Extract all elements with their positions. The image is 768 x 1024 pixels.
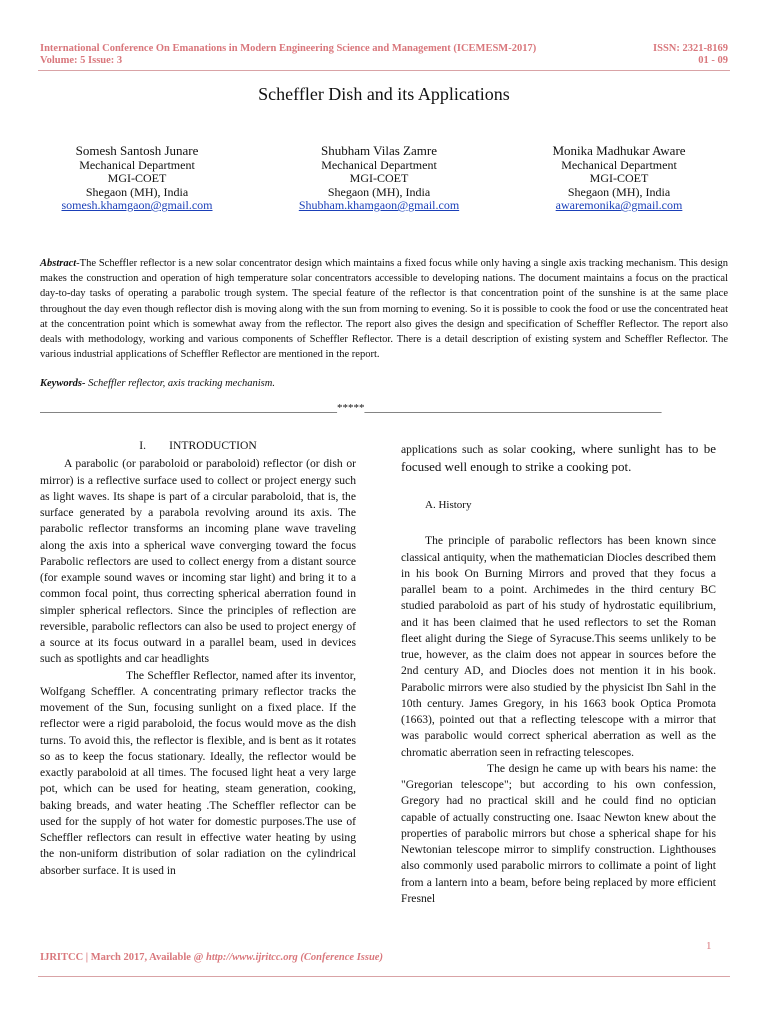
author-location: Shegaon (MH), India: [567, 184, 671, 199]
author-block: [494, 144, 744, 213]
author-name: Somesh Santosh Junare: [75, 143, 199, 158]
footer-url-link[interactable]: http://www.ijritcc.org: [206, 952, 298, 963]
footer-rule: [38, 976, 730, 977]
section-separator: [40, 402, 728, 414]
left-column: [40, 438, 356, 879]
author-org: MGI-COET: [589, 171, 649, 185]
continued-text: applications such as solar: [401, 443, 531, 456]
history-paragraph: The design he came up with bears his name: the "Gregorian telescope"; but according to his own confession, Gregory had no practical skill and he could find no optician capable of actually constructing one. Isaac Newton knew about the properties of parabolic mirrors but chose a spherical shape for his Newtonian telescope mirror to simplify construction. Lighthouses also commonly used parabolic mirrors to collimate a point of light from a lantern into a beam, before being replaced by more efficient Fresnel: [401, 761, 716, 905]
author-dept: Mechanical Department: [79, 157, 195, 172]
page-number: 1: [706, 940, 712, 952]
issn: ISSN: 2321-8169: [653, 43, 728, 54]
subsection-heading: A. History: [425, 499, 472, 511]
separator-stars: *****: [337, 402, 365, 414]
author-name: Shubham Vilas Zamre: [321, 143, 437, 158]
author-org: MGI-COET: [349, 171, 409, 185]
separator-left: ______________________________________________________: [40, 402, 337, 414]
author-location: Shegaon (MH), India: [327, 184, 431, 199]
author-email-link[interactable]: somesh.khamgaon@gmail.com: [61, 198, 213, 212]
author-email-link[interactable]: Shubham.khamgaon@gmail.com: [298, 198, 460, 212]
keywords-label: Keywords-: [40, 378, 86, 389]
keywords-text: Scheffler reflector, axis tracking mechanism.: [85, 378, 275, 389]
footer: [40, 952, 383, 963]
author-location: Shegaon (MH), India: [85, 184, 189, 199]
author-block: [12, 144, 262, 213]
continued-paragraph: [401, 440, 716, 475]
abstract-text: -The Scheffler reflector is a new solar concentrator design which maintains a fixed focus while only having a single axis tracking mechanism. This design makes the construction and operation of high temperature solar concentrators accessible to developing nations. The document maintains a focus on the practical day-to-day tasks of operating a parabolic trough system. The special feature of the reflector is that concentration point of the sunshine is at the same place throughout the day even though reflector dish is moving along with the sun from morning to evening. So it is possible to cook the food or use the concentrated heat at the concentration point which is somewhat away from the reflector. The report also gives the design and specification of Scheffler Reflector. The report also deals with methodology, working and various components of Scheffler Reflector. There is a detail description of existing system and Scheffler Reflector. The various industrial applications of Scheffler Reflector are mentioned in the report.: [40, 258, 728, 361]
history-paragraph: The principle of parabolic reflectors has been known since classical antiquity, when the mathematician Diocles described them in his book On Burning Mirrors and proved that they focus a parallel beam to a point. Archimedes in the third century BC studied paraboloid as part of his study of hydrostatic equilibrium, and it has been claimed that he used reflectors to set the Roman fleet alight during the Siege of Syracuse.This seems unlikely to be true, however, as the claim does not appear in sources before the 2nd century AD, and Diocles does not mention it in his book. Parabolic mirrors were also studied by the physicist Ibn Sahl in the 10th century. James Gregory, in his 1663 book Optica Promota (1663), pointed out that a reflecting telescope with a mirror that was parabolic would correct spherical aberration as well as the chromatic aberration seen in refracting telescopes.: [401, 534, 716, 759]
abstract-label: Abstract: [40, 258, 77, 269]
header-rule: [38, 70, 730, 71]
author-name: Monika Madhukar Aware: [552, 143, 686, 158]
author-dept: Mechanical Department: [321, 157, 437, 172]
footer-prefix: IJRITCC | March 2017, Available @: [40, 952, 206, 963]
paper-title: Scheffler Dish and its Applications: [258, 84, 510, 104]
abstract: [40, 256, 728, 362]
author-email-link[interactable]: awaremonika@gmail.com: [555, 198, 683, 212]
continued-text: cooking, where sunlight has to be focused well enough to strike a cooking pot.: [401, 441, 716, 474]
author-block: [254, 144, 504, 213]
volume-issue: Volume: 5 Issue: 3: [40, 55, 123, 66]
page-range: 01 - 09: [698, 55, 728, 66]
footer-suffix: (Conference Issue): [297, 952, 383, 963]
author-dept: Mechanical Department: [561, 157, 677, 172]
right-column: [401, 440, 716, 907]
intro-paragraph: A parabolic (or paraboloid or paraboloid) reflector (or dish or mirror) is a reflective surface used to collect or project energy such as light waves. Its shape is part of a circular paraboloid, that is, the surface generated by a parabola revolving around its axis. The parabolic reflector transforms an incoming plane wave traveling along the axis into a spherical wave converging toward the focus Parabolic reflectors are used to collect energy from a distant source (for example sound waves or incoming star light) and bring it to a common focal point, thus correcting spherical aberration found in simpler spherical reflectors. Since the principles of reflection are reversible, parabolic reflectors can also be used to project energy of a source at its focus outward in a parallel beam, used in devices such as spotlights and car headlights: [40, 457, 356, 666]
intro-paragraph: The Scheffler Reflector, named after its inventor, Wolfgang Scheffler. A concentrating primary reflector tracks the movement of the Sun, focusing sunlight on a fixed place. If the reflector were a rigid paraboloid, the focus would move as the dish turns. To avoid this, the reflector is flexible, and is bent as it rotates so as to keep the focus stationary. Ideally, the reflector would be exactly paraboloid at all times. The focused light heat a very large pot, which can be used for heating, steam generation, cooking, baking breads, and water heating .The Scheffler reflector can be used for the supply of hot water for domestic purposes.The use of Scheffler reflectors can result in effective water heating by using the non-uniform distribution of solar radiation on the cylindrical absorber surface. It is used in: [40, 668, 356, 877]
section-heading: I. INTRODUCTION: [139, 439, 257, 452]
separator-right: ______________________________________________________: [364, 402, 662, 414]
keywords: [40, 378, 728, 389]
conference-name: International Conference On Emanations in Modern Engineering Science and Management (ICEMESM-2017): [40, 43, 537, 54]
author-org: MGI-COET: [107, 171, 167, 185]
